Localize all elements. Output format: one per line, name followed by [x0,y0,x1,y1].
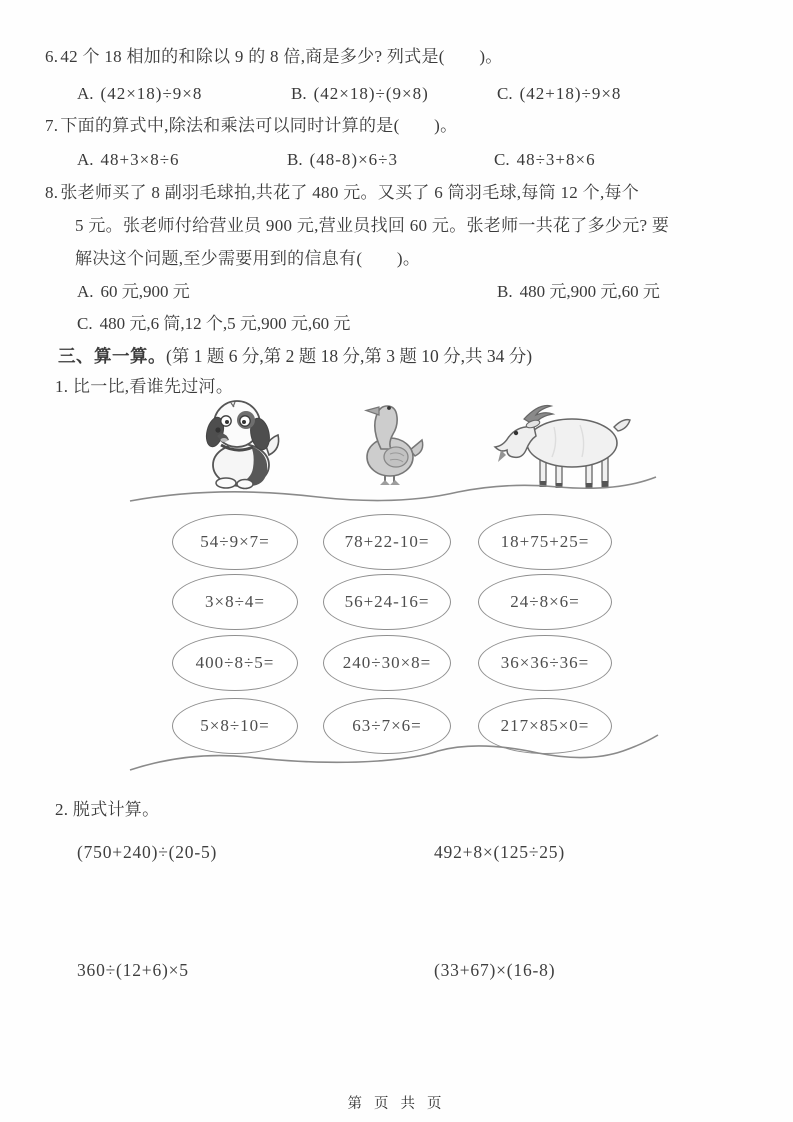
river-bank-top-line [128,475,660,511]
option-text: (42×18)÷(9×8) [313,84,429,103]
question-7-option-b [287,149,398,171]
question-6-option-c [497,83,621,105]
oval-expression: 400÷8÷5= [172,635,298,691]
option-label: A. [77,282,94,301]
question-6-option-a [77,83,202,105]
oval-expression: 54÷9×7= [172,514,298,570]
option-label: B. [291,84,307,103]
question-8-line-2: 5 元。张老师付给营业员 900 元,营业员找回 60 元。张老师一共花了多少元? 要 [75,216,670,235]
option-label: B. [497,282,513,301]
option-label: A. [77,84,94,103]
written-calculation-expression: (33+67)×(16-8) [434,960,556,980]
question-8-line-1 [45,182,639,204]
section-3-title: 三、算一算。 [58,346,166,366]
oval-expression: 63÷7×6= [323,698,451,754]
oval-expression: 56+24-16= [323,574,451,630]
question-8-option-a [77,281,190,303]
question-7-option-a [77,149,180,171]
question-6-text: 42 个 18 相加的和除以 9 的 8 倍,商是多少? 列式是( )。 [60,47,503,66]
question-8-number: 8. [45,183,59,202]
written-calculation-expression: 360÷(12+6)×5 [77,960,189,980]
option-text: 60 元,900 元 [100,282,190,301]
question-8-text: 张老师买了 8 副羽毛球拍,共花了 480 元。又买了 6 筒羽毛球,每筒 12 个,每个 [60,183,640,202]
oval-expression: 217×85×0= [478,698,612,754]
river-bank-bottom-line [128,733,660,775]
option-label: C. [497,84,513,103]
question-6-number: 6. [45,47,59,66]
oval-expression: 5×8÷10= [172,698,298,754]
option-text: (42+18)÷9×8 [519,84,622,103]
option-label: A. [77,150,94,169]
question-8-option-c [77,313,350,335]
question-8-line-3: 解决这个问题,至少需要用到的信息有( )。 [75,249,421,268]
question-7-number: 7. [45,116,59,135]
option-text: 480 元,6 筒,12 个,5 元,900 元,60 元 [99,314,351,333]
option-label: B. [287,150,303,169]
option-text: (48-8)×6÷3 [309,150,398,169]
item-2-label: 2. 脱式计算。 [55,800,160,819]
written-calculation-expression: 492+8×(125÷25) [434,842,565,862]
oval-expression: 3×8÷4= [172,574,298,630]
section-3-score-note: (第 1 题 6 分,第 2 题 18 分,第 3 题 10 分,共 34 分) [166,346,533,366]
oval-expression: 36×36÷36= [478,635,612,691]
question-6 [45,46,503,68]
option-label: C. [494,150,510,169]
option-text: 48÷3+8×6 [516,150,596,169]
oval-expression: 24÷8×6= [478,574,612,630]
item-1-label: 1. 比一比,看谁先过河。 [55,377,234,396]
oval-expression: 78+22-10= [323,514,451,570]
question-7-option-c [494,149,596,171]
option-text: 48+3×8÷6 [100,150,180,169]
oval-expression: 240÷30×8= [323,635,451,691]
question-7 [45,115,457,137]
option-label: C. [77,314,93,333]
question-7-text: 下面的算式中,除法和乘法可以同时计算的是( )。 [60,116,458,135]
river-crossing-exercise [0,393,793,788]
question-8-option-b [497,281,660,303]
written-calculation-expression: (750+240)÷(20-5) [77,842,218,862]
question-6-option-b [291,83,429,105]
oval-expression: 18+75+25= [478,514,612,570]
section-3-header [58,345,532,367]
option-text: 480 元,900 元,60 元 [519,282,660,301]
page-footer: 第 页 共 页 [347,1096,446,1112]
option-text: (42×18)÷9×8 [100,84,203,103]
